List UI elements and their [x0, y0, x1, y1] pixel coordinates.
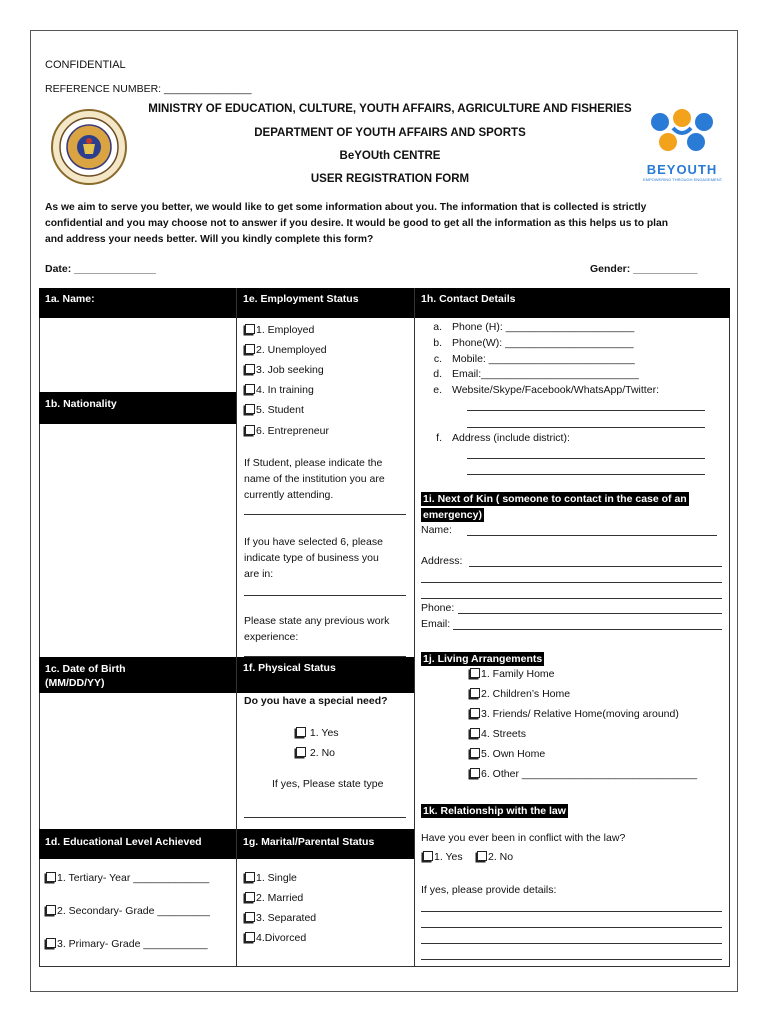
- kin-address-input-line-2[interactable]: [421, 582, 722, 583]
- date-field[interactable]: Date: ______________: [45, 263, 156, 275]
- law-option-yes[interactable]: 1. Yes: [423, 851, 463, 863]
- living-arrangements-header: 1j. Living Arrangements: [423, 653, 543, 665]
- employment-status-header: 1e. Employment Status: [237, 288, 414, 318]
- ministry-seal-logo: [50, 108, 128, 186]
- business-type-input-line[interactable]: [244, 595, 406, 596]
- marital-option-divorced[interactable]: 4.Divorced: [245, 932, 306, 944]
- checkbox[interactable]: [470, 668, 480, 678]
- checkbox[interactable]: [46, 905, 56, 915]
- next-of-kin-header: 1i. Next of Kin ( someone to contact in the case of an emergency): [423, 493, 687, 521]
- living-option-own-home[interactable]: 5. Own Home: [470, 748, 545, 760]
- dob-format-label: (MM/DD/YY): [45, 677, 105, 689]
- law-details-input-line-2[interactable]: [421, 927, 722, 928]
- checkbox[interactable]: [470, 768, 480, 778]
- social-input-line-2[interactable]: [467, 427, 705, 428]
- special-need-type-input-line[interactable]: [244, 817, 406, 818]
- contact-address[interactable]: f. Address (include district):: [436, 432, 570, 444]
- physical-status-header: 1f. Physical Status: [237, 657, 414, 693]
- contact-mobile[interactable]: c. Mobile: _________________________: [433, 353, 635, 365]
- intro-line-2: confidential and you may choose not to answer if you desire. It would be good to get all the information as this helps us to plan: [45, 218, 669, 229]
- work-question-line-2: experience:: [244, 631, 299, 643]
- checkbox[interactable]: [245, 364, 255, 374]
- work-question-line-1: Please state any previous work: [244, 615, 390, 627]
- marital-option-married[interactable]: 2. Married: [245, 892, 303, 904]
- checkbox[interactable]: [296, 727, 306, 737]
- checkbox[interactable]: [46, 872, 56, 882]
- student-question-line-2: name of the institution you are: [244, 473, 385, 485]
- kin-address-input-line-3[interactable]: [421, 598, 722, 599]
- checkbox[interactable]: [245, 912, 255, 922]
- checkbox[interactable]: [245, 872, 255, 882]
- emp-option-unemployed[interactable]: 2. Unemployed: [245, 344, 327, 356]
- beyouth-logo: [643, 108, 721, 183]
- kin-name-input-line[interactable]: [467, 535, 717, 536]
- checkbox[interactable]: [470, 708, 480, 718]
- emp-option-job-seeking[interactable]: 3. Job seeking: [245, 364, 324, 376]
- contact-details-header: 1h. Contact Details: [415, 288, 730, 318]
- special-need-no[interactable]: 2. No: [296, 747, 335, 759]
- checkbox[interactable]: [423, 851, 433, 861]
- law-option-no[interactable]: 2. No: [477, 851, 513, 863]
- business-question-line-3: are in:: [244, 568, 274, 580]
- kin-email-label: Email:: [421, 618, 451, 630]
- law-details-label: If yes, please provide details:: [421, 884, 557, 896]
- confidential-label: CONFIDENTIAL: [45, 59, 126, 71]
- gender-field[interactable]: Gender: ___________: [590, 263, 698, 275]
- social-input-line-1[interactable]: [467, 410, 705, 411]
- special-need-question: Do you have a special need?: [244, 695, 388, 707]
- business-question-line-1: If you have selected 6, please: [244, 536, 383, 548]
- name-header: 1a. Name:: [39, 288, 236, 318]
- column-divider-2: [414, 288, 415, 967]
- marital-option-single[interactable]: 1. Single: [245, 872, 297, 884]
- form-title: USER REGISTRATION FORM: [310, 173, 470, 185]
- checkbox[interactable]: [46, 938, 56, 948]
- business-question-line-2: indicate type of business you: [244, 552, 379, 564]
- department-title: DEPARTMENT OF YOUTH AFFAIRS AND SPORTS: [254, 127, 526, 139]
- reference-number-field[interactable]: REFERENCE NUMBER: _______________: [45, 83, 252, 95]
- checkbox[interactable]: [245, 425, 255, 435]
- checkbox[interactable]: [245, 892, 255, 902]
- contact-social[interactable]: e. Website/Skype/Facebook/WhatsApp/Twitter:: [433, 384, 659, 396]
- kin-email-input-line[interactable]: [453, 629, 722, 630]
- law-question: Have you ever been in conflict with the law?: [421, 832, 626, 844]
- intro-line-1: As we aim to serve you better, we would like to get some information about you. The information that is collected is strictly: [45, 202, 647, 213]
- emp-option-entrepreneur[interactable]: 6. Entrepreneur: [245, 425, 329, 437]
- contact-phone-work[interactable]: b. Phone(W): ______________________: [433, 337, 634, 349]
- edu-option-primary[interactable]: 3. Primary- Grade ___________: [46, 938, 208, 950]
- beyouth-logo-text: BEYOUTH: [646, 162, 718, 177]
- living-option-streets[interactable]: 4. Streets: [470, 728, 526, 740]
- checkbox[interactable]: [245, 384, 255, 394]
- address-input-line-1[interactable]: [467, 458, 705, 459]
- law-details-input-line-4[interactable]: [421, 959, 722, 960]
- student-question-line-3: currently attending.: [244, 489, 334, 501]
- special-need-if-yes: If yes, Please state type: [272, 778, 384, 790]
- checkbox[interactable]: [245, 324, 255, 334]
- emp-option-student[interactable]: 5. Student: [245, 404, 304, 416]
- checkbox[interactable]: [470, 748, 480, 758]
- emp-option-in-training[interactable]: 4. In training: [245, 384, 314, 396]
- special-need-yes[interactable]: 1. Yes: [296, 727, 339, 739]
- emp-option-employed[interactable]: 1. Employed: [245, 324, 314, 336]
- living-option-friends-relative[interactable]: 3. Friends/ Relative Home(moving around): [470, 708, 679, 720]
- checkbox[interactable]: [245, 404, 255, 414]
- kin-address-input-line-1[interactable]: [469, 566, 722, 567]
- nationality-header: 1b. Nationality: [39, 392, 236, 424]
- checkbox[interactable]: [245, 344, 255, 354]
- kin-name-label: Name:: [421, 524, 452, 536]
- edu-option-secondary[interactable]: 2. Secondary- Grade _________: [46, 905, 210, 917]
- kin-address-label: Address:: [421, 555, 463, 567]
- student-question-line-1: If Student, please indicate the: [244, 457, 383, 469]
- educational-level-header: 1d. Educational Level Achieved: [39, 829, 236, 859]
- relationship-with-law-header: 1k. Relationship with the law: [423, 805, 566, 817]
- checkbox[interactable]: [245, 932, 255, 942]
- living-option-other[interactable]: 6. Other ______________________________: [470, 768, 697, 780]
- beyouth-logo-tagline: EMPOWERING THROUGH ENGAGEMENT: [643, 177, 723, 182]
- kin-phone-label: Phone:: [421, 602, 455, 614]
- checkbox[interactable]: [470, 688, 480, 698]
- address-input-line-2[interactable]: [467, 474, 705, 475]
- column-divider-1: [236, 288, 237, 967]
- checkbox[interactable]: [296, 747, 306, 757]
- living-option-childrens-home[interactable]: 2. Children’s Home: [470, 688, 570, 700]
- date-of-birth-header: [39, 657, 236, 693]
- kin-phone-input-line[interactable]: [458, 613, 722, 614]
- law-details-input-line-1[interactable]: [421, 911, 722, 912]
- checkbox[interactable]: [470, 728, 480, 738]
- centre-title: BeYOUth CENTRE: [339, 150, 441, 162]
- intro-line-3: and address your needs better. Will you kindly complete this form?: [45, 234, 374, 245]
- dob-label: 1c. Date of Birth: [45, 663, 126, 675]
- student-institution-input-line[interactable]: [244, 514, 406, 515]
- ministry-title: MINISTRY OF EDUCATION, CULTURE, YOUTH AFFAIRS, AGRICULTURE AND FISHERIES: [148, 103, 632, 115]
- contact-email[interactable]: d. Email:___________________________: [433, 368, 639, 380]
- marital-status-header: 1g. Marital/Parental Status: [237, 829, 414, 859]
- contact-phone-home[interactable]: a. Phone (H): ______________________: [433, 321, 635, 333]
- edu-option-tertiary[interactable]: 1. Tertiary- Year _____________: [46, 872, 209, 884]
- checkbox[interactable]: [477, 851, 487, 861]
- living-option-family-home[interactable]: 1. Family Home: [470, 668, 555, 680]
- law-details-input-line-3[interactable]: [421, 943, 722, 944]
- marital-option-separated[interactable]: 3. Separated: [245, 912, 316, 924]
